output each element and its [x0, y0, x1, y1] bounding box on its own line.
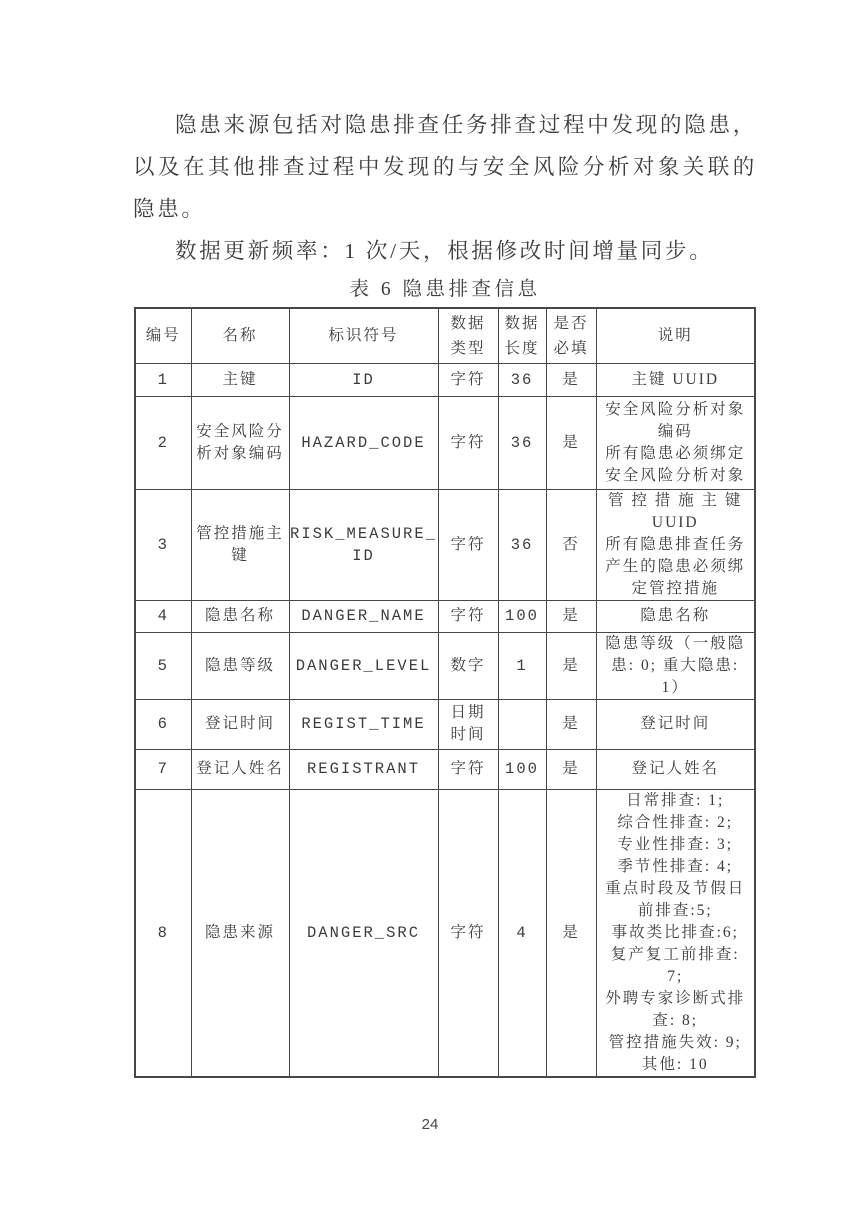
cell-required: 是 — [546, 749, 596, 789]
cell-name: 隐患名称 — [191, 600, 289, 632]
cell-required: 否 — [546, 489, 596, 600]
table-row — [135, 396, 755, 489]
cell-name: 登记人姓名 — [191, 749, 289, 789]
cell-required: 是 — [546, 789, 596, 1077]
table-row — [135, 749, 755, 789]
cell-data-type: 日期 时间 — [438, 699, 498, 749]
document-content — [133, 104, 757, 1078]
column-header-identifier: 标识符号 — [289, 308, 438, 363]
cell-data-length: 36 — [498, 363, 546, 396]
cell-number: 2 — [135, 396, 191, 489]
table-row — [135, 699, 755, 749]
cell-data-length: 36 — [498, 396, 546, 489]
column-header-data-type: 数据 类型 — [438, 308, 498, 363]
cell-description: 隐患名称 — [596, 600, 755, 632]
cell-data-type: 字符 — [438, 489, 498, 600]
cell-data-length: 1 — [498, 632, 546, 699]
column-header-name: 名称 — [191, 308, 289, 363]
column-header-description: 说明 — [596, 308, 755, 363]
table-caption: 表 6 隐患排查信息 — [349, 279, 541, 300]
cell-description: 隐患等级（一般隐 患: 0; 重大隐患: 1） — [596, 632, 755, 699]
intro-paragraph-2: 数据更新频率：1 次/天，根据修改时间增量同步。 — [175, 239, 714, 263]
cell-data-type: 字符 — [438, 789, 498, 1077]
cell-number: 8 — [135, 789, 191, 1077]
cell-required: 是 — [546, 699, 596, 749]
cell-name: 隐患来源 — [191, 789, 289, 1077]
column-header-data-length: 数据 长度 — [498, 308, 546, 363]
cell-data-type: 字符 — [438, 749, 498, 789]
cell-data-length: 100 — [498, 749, 546, 789]
cell-number: 4 — [135, 600, 191, 632]
cell-name: 安全风险分 析对象编码 — [191, 396, 289, 489]
cell-name: 主键 — [191, 363, 289, 396]
page-number: 24 — [421, 1116, 439, 1133]
cell-data-length — [498, 699, 546, 749]
cell-description: 登记人姓名 — [596, 749, 755, 789]
cell-description: 主键 UUID — [596, 363, 755, 396]
cell-name: 管控措施主 键 — [191, 489, 289, 600]
cell-required: 是 — [546, 396, 596, 489]
cell-data-type: 字符 — [438, 396, 498, 489]
column-header-number: 编号 — [135, 308, 191, 363]
cell-identifier: DANGER_LEVEL — [289, 632, 438, 699]
cell-number: 5 — [135, 632, 191, 699]
intro-paragraph-1: 隐患来源包括对隐患排查任务排查过程中发现的隐患，以及在其他排查过程中发现的与安全风险分析对象关联的隐患。 — [133, 113, 757, 221]
table-row — [135, 489, 755, 600]
cell-number: 3 — [135, 489, 191, 600]
header-row — [135, 308, 755, 363]
table-row — [135, 789, 755, 1077]
cell-number: 1 — [135, 363, 191, 396]
cell-required: 是 — [546, 600, 596, 632]
cell-data-length: 4 — [498, 789, 546, 1077]
cell-identifier: REGISTRANT — [289, 749, 438, 789]
cell-identifier: HAZARD_CODE — [289, 396, 438, 489]
danger-investigation-table — [134, 307, 756, 1078]
cell-identifier: DANGER_NAME — [289, 600, 438, 632]
cell-description: 安全风险分析对象 编码 所有隐患必须绑定 安全风险分析对象 — [596, 396, 755, 489]
table-row — [135, 632, 755, 699]
cell-identifier: REGIST_TIME — [289, 699, 438, 749]
column-header-required: 是否 必填 — [546, 308, 596, 363]
cell-name: 登记时间 — [191, 699, 289, 749]
cell-identifier: DANGER_SRC — [289, 789, 438, 1077]
table-row — [135, 363, 755, 396]
table-row — [135, 600, 755, 632]
cell-identifier: ID — [289, 363, 438, 396]
cell-identifier: RISK_MEASURE_ ID — [289, 489, 438, 600]
cell-data-type: 数字 — [438, 632, 498, 699]
cell-required: 是 — [546, 632, 596, 699]
cell-data-type: 字符 — [438, 600, 498, 632]
cell-required: 是 — [546, 363, 596, 396]
cell-description: 管 控 措 施 主 键 UUID 所有隐患排查任务 产生的隐患必须绑 定管控措施 — [596, 489, 755, 600]
cell-data-length: 36 — [498, 489, 546, 600]
cell-number: 6 — [135, 699, 191, 749]
cell-data-type: 字符 — [438, 363, 498, 396]
cell-number: 7 — [135, 749, 191, 789]
cell-description: 登记时间 — [596, 699, 755, 749]
cell-data-length: 100 — [498, 600, 546, 632]
cell-description: 日常排查: 1; 综合性排查: 2; 专业性排查: 3; 季节性排查: 4; 重点时段及节假日 前排查:5; 事故类比排查:6; 复产复工前排查: 7; 外聘专家诊断式排 查: 8; 管控措施失效: 9; 其他: 10 — [596, 789, 755, 1077]
cell-name: 隐患等级 — [191, 632, 289, 699]
